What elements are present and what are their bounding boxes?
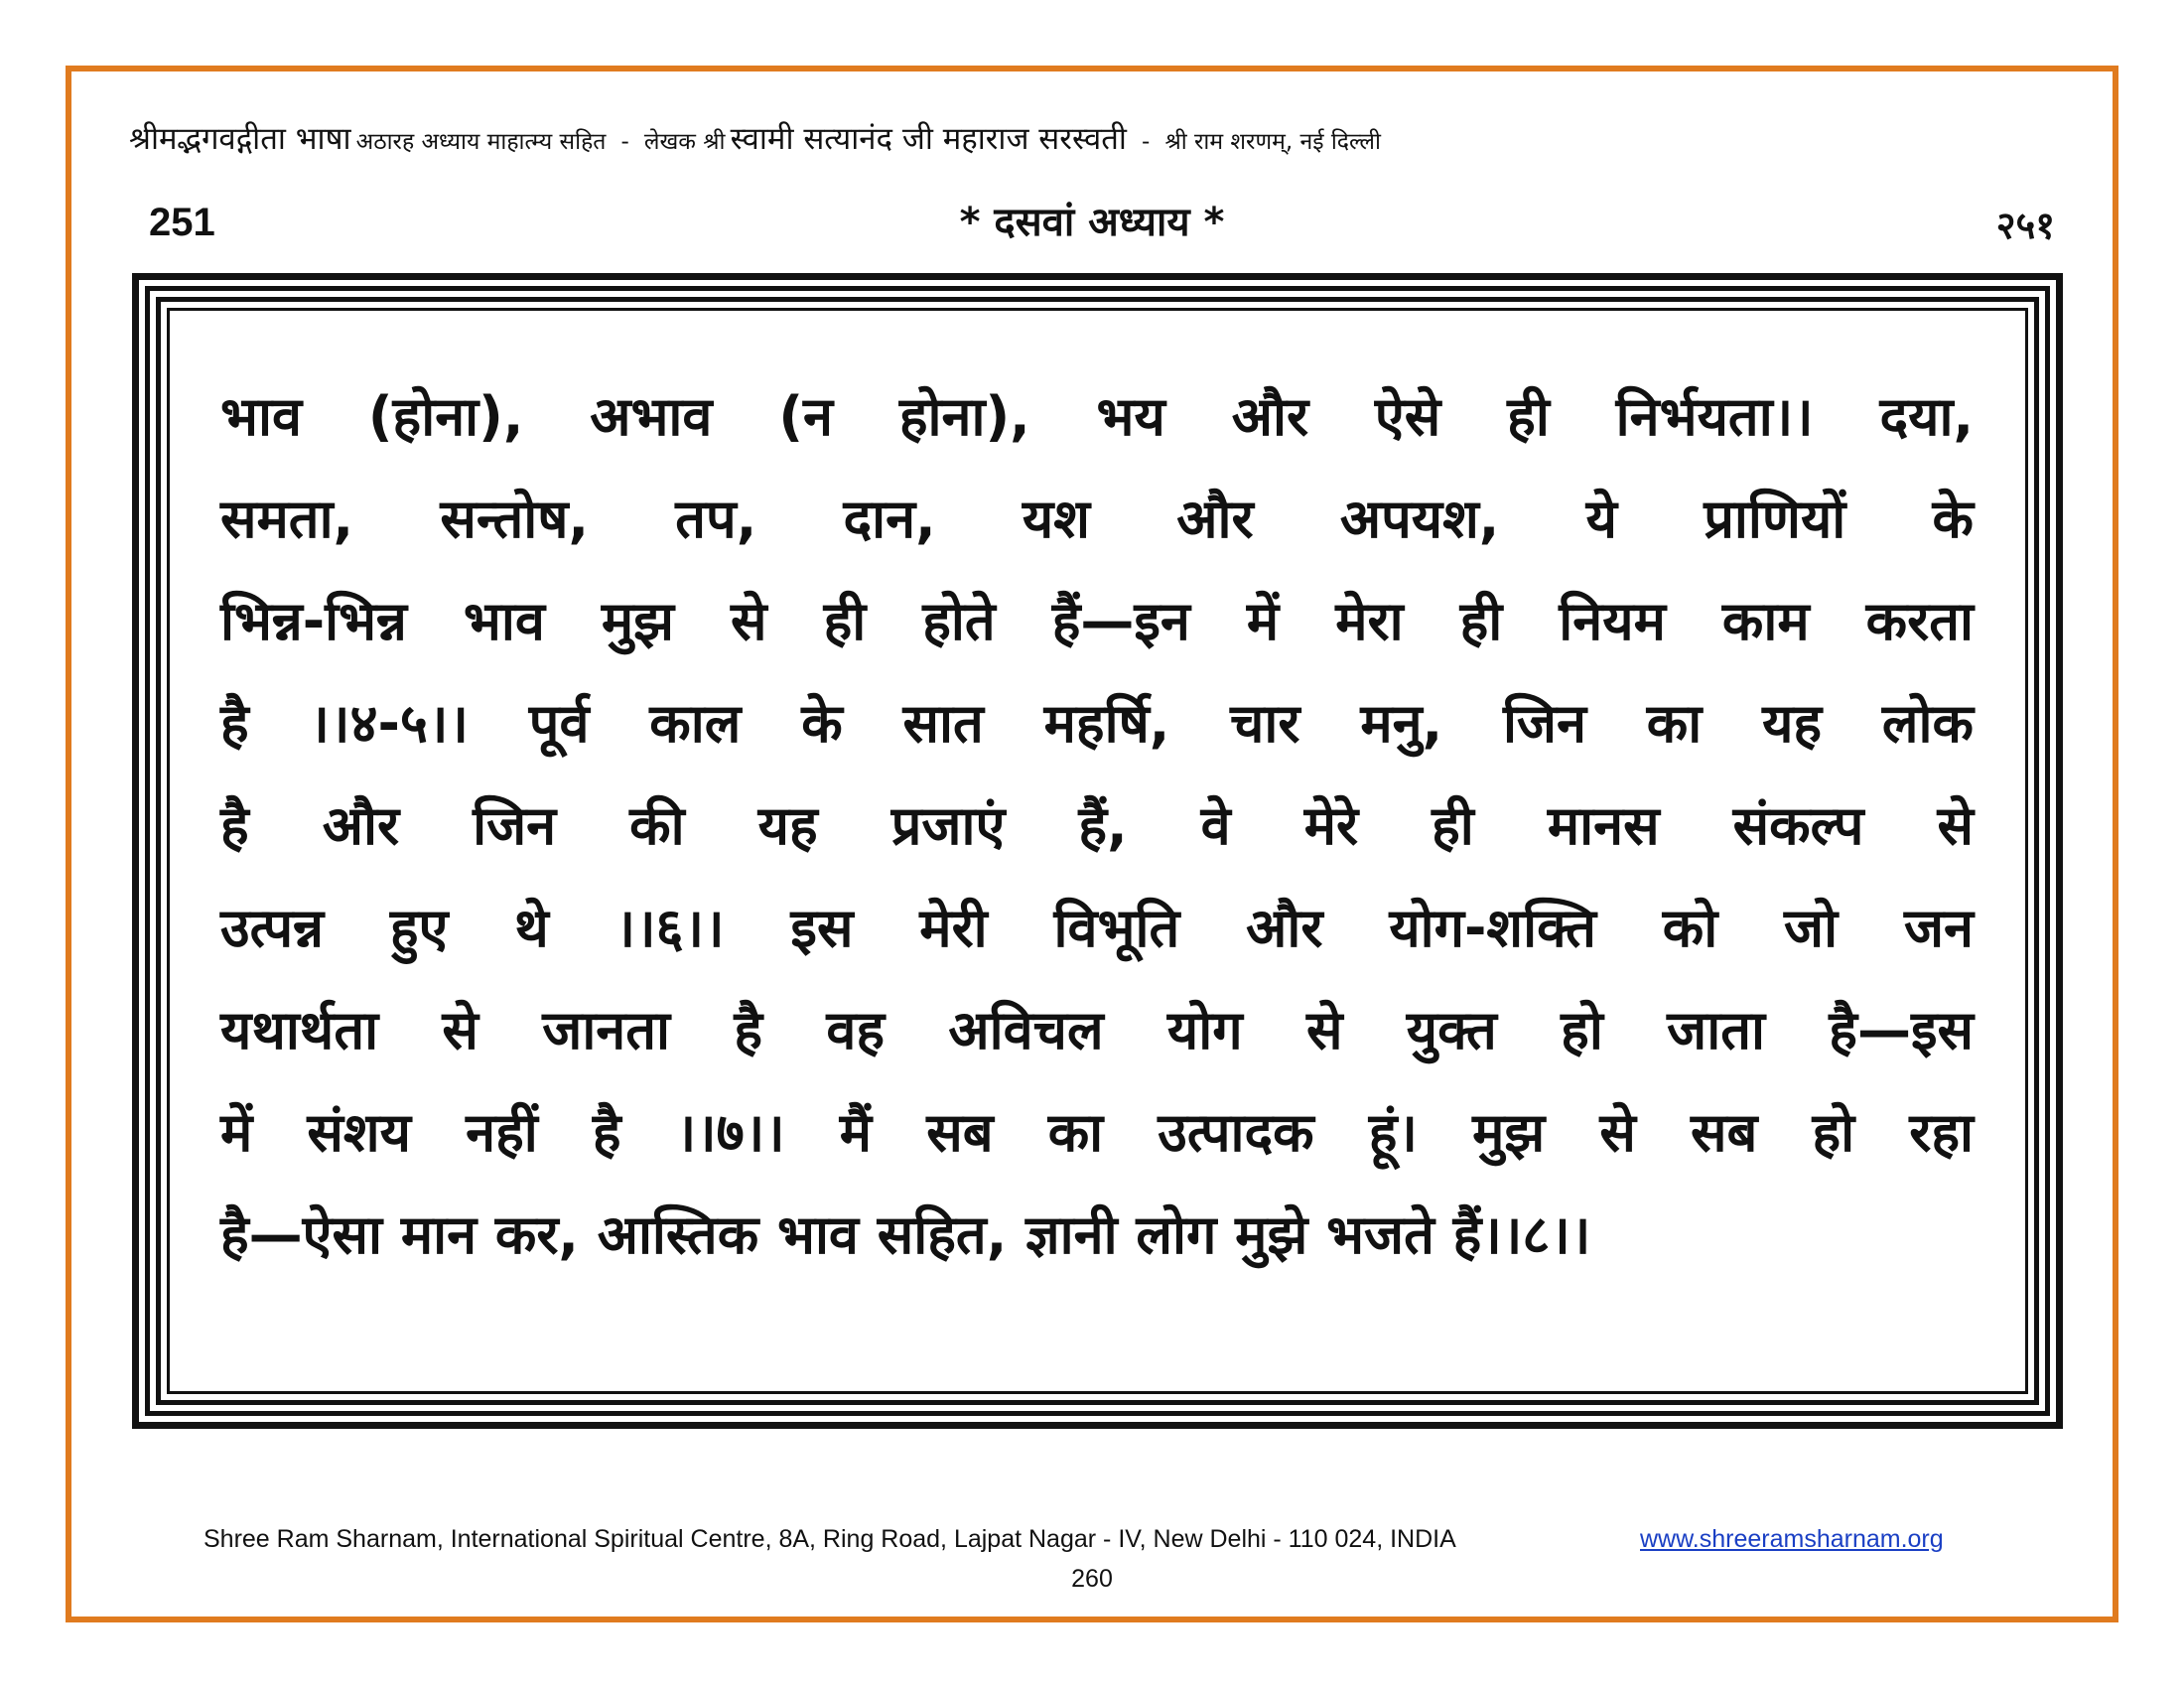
page-number-arabic: 251 bbox=[149, 201, 215, 244]
footer-page-number: 260 bbox=[1071, 1565, 1113, 1593]
verse-line: है ।।४-५।। पूर्व काल के सात महर्षि, चार मनु, जिन का यह लोक bbox=[220, 692, 1974, 755]
book-title: श्रीमद्भगवद्गीता भाषा bbox=[129, 121, 351, 157]
website-link[interactable]: www.shreeramsharnam.org bbox=[1640, 1525, 1944, 1553]
publisher-name: श्री राम शरणम्, नई दिल्ली bbox=[1164, 129, 1381, 155]
verse-line: समता, सन्तोष, तप, दान, यश और अपयश, ये प्राणियों के bbox=[220, 488, 1974, 550]
verse-line: यथार्थता से जानता है वह अविचल योग से युक्त हो जाता है—इस bbox=[220, 999, 1974, 1061]
verse-line: है—ऐसा मान कर, आस्तिक भाव सहित, ज्ञानी लोग मुझे भजते हैं।।८।। bbox=[220, 1203, 1591, 1266]
verse-line: भाव (होना), अभाव (न होना), भय और ऐसे ही निर्भयता।। दया, bbox=[220, 385, 1974, 448]
book-subtitle: अठारह अध्याय माहात्म्य सहित bbox=[355, 129, 607, 155]
author-prefix: लेखक श्री bbox=[643, 129, 726, 155]
verse-line: भिन्न-भिन्न भाव मुझ से ही होते हैं—इन में मेरा ही नियम काम करता bbox=[220, 590, 1974, 652]
running-header bbox=[129, 117, 2055, 165]
verse-line: है और जिन की यह प्रजाएं हैं, वे मेरे ही मानस संकल्प से bbox=[220, 794, 1974, 857]
verse-body bbox=[220, 365, 1974, 1286]
header-separator: - bbox=[1142, 129, 1151, 155]
footer-address: Shree Ram Sharnam, International Spiritual Centre, 8A, Ring Road, Lajpat Nagar - IV, New Delhi - 110 024, INDIA bbox=[204, 1525, 1456, 1553]
verse-line: में संशय नहीं है ।।७।। मैं सब का उत्पादक हूं। मुझ से सब हो रहा bbox=[220, 1101, 1974, 1164]
author-name: स्वामी सत्यानंद जी महाराज सरस्वती bbox=[730, 121, 1127, 157]
chapter-title: * दसवां अध्याय * bbox=[959, 200, 1225, 245]
verse-line: उत्पन्न हुए थे ।।६।। इस मेरी विभूति और योग-शक्ति को जो जन bbox=[220, 897, 1974, 959]
page-number-devanagari: २५१ bbox=[1995, 204, 2055, 247]
header-separator: - bbox=[620, 129, 629, 155]
